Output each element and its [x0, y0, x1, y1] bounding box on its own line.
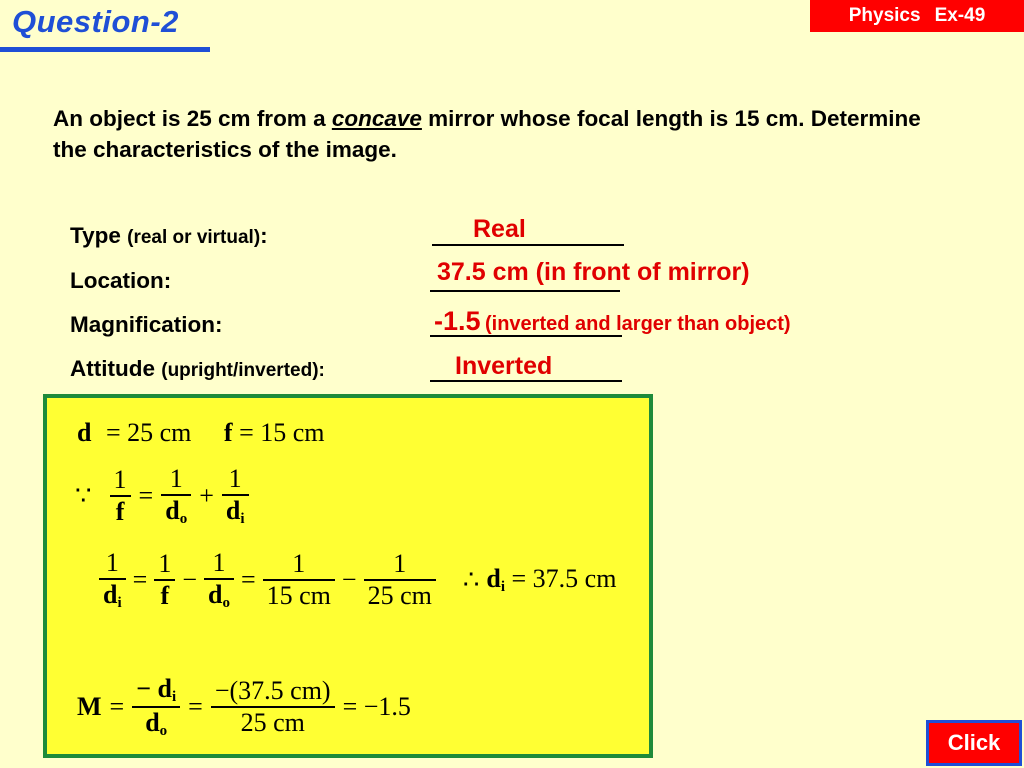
- frac-numerator: 1: [212, 548, 226, 577]
- given-f-value: = 15 cm: [239, 418, 325, 447]
- equals-sign: =: [240, 564, 256, 594]
- slide-title: Question-2: [12, 4, 179, 39]
- m-result: = −1.5: [342, 691, 411, 721]
- attitude-answer: Inverted: [455, 352, 553, 380]
- frac-denominator: 15 cm: [266, 580, 331, 610]
- attitude-label: Attitude: [70, 356, 155, 381]
- type-colon: :: [260, 223, 268, 248]
- var-d: d: [145, 707, 160, 737]
- attitude-hint: (upright/inverted):: [161, 360, 325, 381]
- frac-neg-di-over-do: [132, 674, 180, 740]
- equals-sign: =: [188, 691, 203, 721]
- equals-sign: =: [132, 564, 148, 594]
- subscript-o: o: [159, 722, 168, 739]
- frac-numerator: −(37.5 cm): [214, 676, 331, 705]
- frac-denominator: [161, 496, 191, 528]
- location-blank: [430, 290, 620, 292]
- minus-sign: −: [182, 564, 197, 594]
- given-d: d: [77, 418, 92, 447]
- badge-code: Ex-49: [934, 5, 986, 26]
- frac-numerator: [132, 674, 180, 706]
- subscript-o: o: [222, 594, 230, 611]
- magnification-note: (inverted and larger than object): [484, 313, 791, 335]
- frac-numerator: 1: [113, 465, 127, 494]
- type-label-group: [70, 223, 268, 249]
- question-text: [53, 103, 953, 165]
- frac-denominator: f: [160, 580, 170, 610]
- result-di-value: = 37.5 cm: [511, 563, 617, 593]
- mirror-equation: [75, 464, 249, 528]
- because-symbol: ∵: [75, 480, 92, 510]
- frac-numerator: 1: [292, 549, 306, 578]
- subscript-i: i: [500, 578, 506, 595]
- magnification-label: Magnification:: [70, 312, 223, 337]
- location-label: Location:: [70, 268, 172, 293]
- plus-sign: +: [199, 480, 214, 510]
- frac-numerator: 1: [393, 549, 407, 578]
- var-d: d: [225, 495, 241, 525]
- neg-d: − d: [136, 674, 172, 703]
- subscript-i: i: [240, 510, 245, 527]
- question-emphasis: concave: [331, 106, 422, 131]
- subscript-i: i: [117, 594, 122, 611]
- equals-sign: =: [138, 480, 154, 510]
- frac-denominator: f: [115, 496, 125, 526]
- frac-denominator: [141, 708, 171, 740]
- rearranged-equation: [99, 548, 616, 612]
- type-blank: [432, 244, 624, 246]
- var-d: d: [207, 579, 223, 609]
- attitude-label-group: [70, 356, 325, 382]
- frac-1-over-f: [154, 549, 175, 611]
- magnification-equation: [77, 674, 411, 740]
- subscript-i: i: [172, 689, 177, 705]
- given-values: [77, 418, 325, 448]
- calculation-box: [43, 394, 653, 758]
- subscript-o: o: [179, 510, 188, 527]
- therefore-symbol: ∴: [462, 564, 480, 594]
- frac-numeric: [211, 676, 335, 738]
- frac-denominator: [204, 580, 234, 612]
- click-button[interactable]: Click: [926, 720, 1022, 766]
- frac-denominator: [99, 580, 126, 612]
- var-m: M: [77, 691, 102, 721]
- frac-denominator: 25 cm: [240, 707, 305, 737]
- frac-1-over-di: [99, 548, 126, 612]
- badge-subject: Physics: [848, 5, 921, 26]
- magnification-value: -1.5: [434, 306, 481, 336]
- var-d: d: [165, 495, 180, 525]
- frac-1-over-f: [110, 465, 131, 527]
- magnification-answer: [434, 306, 791, 337]
- type-hint: (real or virtual): [127, 227, 261, 248]
- frac-denominator: 25 cm: [367, 580, 432, 610]
- type-label: Type: [70, 223, 121, 248]
- frac-1-over-di: [222, 464, 249, 528]
- frac-1-over-25cm: [364, 549, 436, 611]
- location-answer: 37.5 cm (in front of mirror): [437, 258, 750, 286]
- question-part1: An object is 25 cm from a: [53, 106, 332, 131]
- equals-sign: =: [109, 691, 125, 721]
- frac-numerator: 1: [105, 548, 119, 577]
- frac-numerator: 1: [158, 549, 172, 578]
- title-underline: [0, 47, 210, 52]
- frac-denominator: [222, 496, 249, 528]
- var-d: d: [103, 579, 118, 609]
- question-part2: mirror whose focal length is 15 cm. Determine the characteristics of the image.: [53, 106, 921, 162]
- type-answer: Real: [473, 215, 526, 243]
- given-d-value: = 25 cm: [105, 418, 192, 447]
- var-d: d: [486, 563, 501, 593]
- frac-1-over-do: [161, 464, 191, 528]
- frac-1-over-do: [204, 548, 234, 612]
- frac-numerator: 1: [169, 464, 183, 493]
- result-di: [486, 564, 616, 596]
- frac-numerator: 1: [228, 464, 242, 493]
- frac-1-over-15cm: [263, 549, 335, 611]
- minus-sign: −: [341, 564, 357, 594]
- subject-badge: [810, 0, 1024, 32]
- given-f: f: [223, 418, 233, 447]
